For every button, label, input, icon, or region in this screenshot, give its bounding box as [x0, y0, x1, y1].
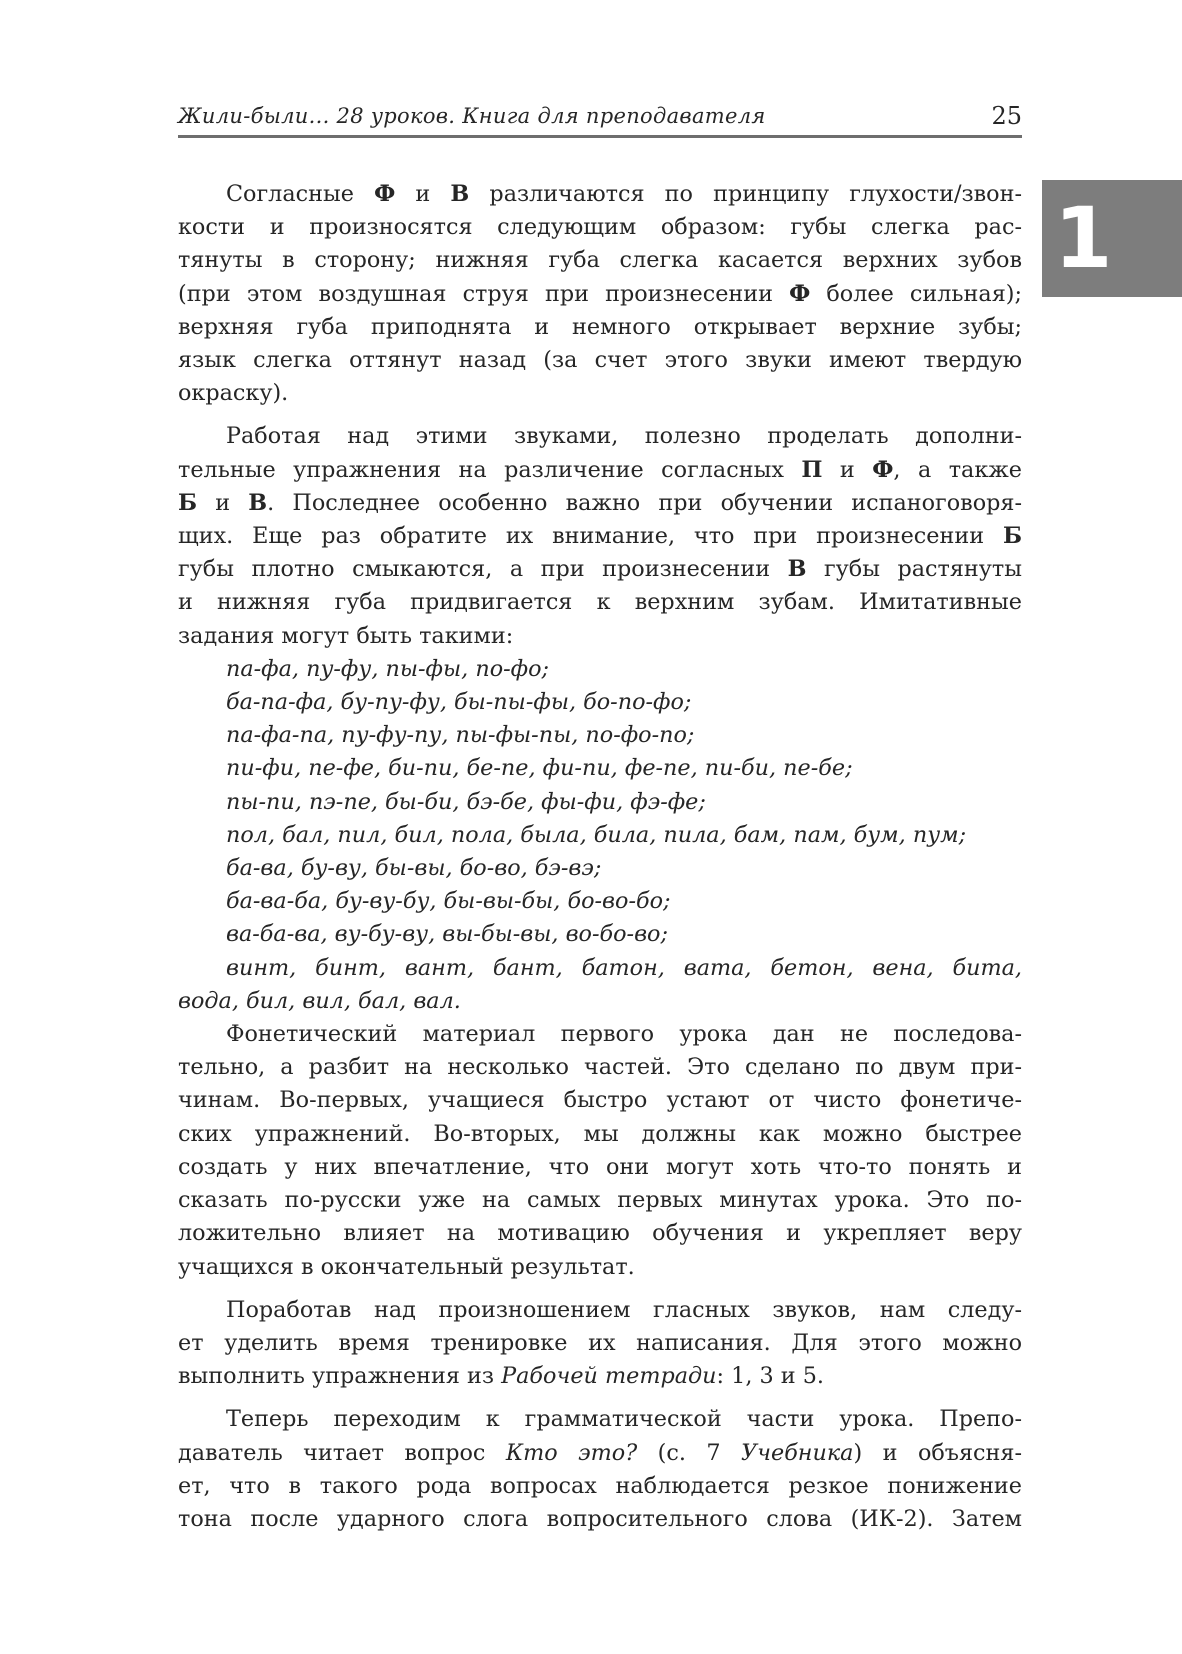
- text-line: [178, 1184, 1022, 1217]
- text-run: кости и произносятся следующим образом: губы слегка рас-: [178, 214, 1022, 241]
- text-line: [178, 1437, 1022, 1470]
- text-run: ских упражнений. Во-вторых, мы должны как можно быстрее: [178, 1120, 1022, 1147]
- bold-letter: Б: [178, 489, 198, 516]
- exercise-line: винт, бинт, вант, бант, батон, вата, бетон, вена, бита,: [226, 954, 1022, 981]
- text-line: [178, 311, 1022, 344]
- text-run: и: [822, 456, 873, 483]
- text-run: Согласные: [226, 181, 375, 207]
- text-run: (при этом воздушная струя при произнесении: [178, 280, 790, 307]
- bold-letter: Ф: [374, 181, 396, 207]
- text-line: [178, 244, 1022, 277]
- exercise-line: пол, бал, пил, бил, пола, была, била, пила, бам, пам, бум, пум;: [226, 821, 967, 848]
- text-run: выполнить упражнения из: [178, 1363, 502, 1390]
- header-rule: [178, 135, 1022, 138]
- italic-term: Кто это?: [505, 1439, 638, 1466]
- bold-letter: Ф: [789, 280, 811, 307]
- text-line: [178, 454, 1022, 487]
- text-run: сказать по-русски уже на самых первых минутах урока. Это по-: [178, 1187, 1022, 1214]
- text-run: учащихся в окончательный результат.: [178, 1253, 635, 1280]
- text-line: [178, 1251, 1022, 1284]
- bold-letter: В: [787, 556, 807, 583]
- exercise-line: па-фа-па, пу-фу-пу, пы-фы-пы, по-фо-по;: [226, 722, 695, 749]
- text-run: тянуты в сторону; нижняя губа слегка касается верхних зубов: [178, 247, 1022, 274]
- text-run: даватель читает вопрос: [178, 1439, 506, 1466]
- exercise-line: ба-па-фа, бу-пу-фу, бы-пы-фы, бо-по-фо;: [226, 689, 692, 716]
- page-number: 25: [991, 102, 1022, 130]
- text-run: , а также: [893, 456, 1022, 483]
- exercise-line: пы-пи, пэ-пе, бы-би, бэ-бе, фы-фи, фэ-фе;: [226, 788, 706, 815]
- chapter-tab: 1: [1042, 180, 1182, 297]
- text-line: [178, 1360, 1022, 1393]
- text-run: создать у них впечатление, что они могут хоть что-то понять и: [178, 1153, 1022, 1180]
- text-run: тельно, а разбит на несколько частей. Это сделано по двум при-: [178, 1054, 1022, 1081]
- text-run: (с. 7: [637, 1439, 742, 1466]
- text-line: [178, 278, 1022, 311]
- text-run: Поработав над произношением гласных звуков, нам следу-: [226, 1296, 1022, 1323]
- text-line: [178, 1294, 1022, 1327]
- text-run: Теперь переходим к грамматической части урока. Препо-: [226, 1406, 1022, 1433]
- text-run: Фонетический материал первого урока дан не последова-: [226, 1021, 1022, 1048]
- text-line: [178, 1217, 1022, 1250]
- text-run: различаются по принципу глухости/звон-: [469, 181, 1022, 207]
- text-run: и: [197, 489, 249, 516]
- text-line: [178, 1503, 1022, 1536]
- page-body: [178, 178, 1022, 1536]
- text-run: . Последнее особенно важно при обучении испаноговоря-: [267, 489, 1022, 516]
- text-line: [178, 377, 1022, 410]
- text-line: [178, 1151, 1022, 1184]
- text-run: задания могут быть такими:: [178, 622, 514, 649]
- text-line: [178, 344, 1022, 377]
- italic-term: Рабочей тетради: [501, 1363, 717, 1390]
- bold-letter: В: [248, 489, 268, 516]
- text-line: [178, 1051, 1022, 1084]
- exercise-line: ба-ва, бу-ву, бы-вы, бо-во, бэ-вэ;: [226, 855, 602, 882]
- exercise-line: вода, бил, вил, бал, вал.: [178, 987, 461, 1014]
- text-run: окраску).: [178, 380, 289, 407]
- text-line: [178, 553, 1022, 586]
- text-run: Работая над этими звуками, полезно проделать дополни-: [226, 423, 1022, 450]
- italic-term: Учебника: [741, 1439, 854, 1466]
- text-run: ложительно влияет на мотивацию обучения и укрепляет веру: [178, 1220, 1022, 1247]
- text-line: [178, 1018, 1022, 1051]
- text-run: ) и объясня-: [853, 1439, 1022, 1466]
- book-title: Жили-были... 28 уроков. Книга для преподавателя: [178, 104, 766, 128]
- text-line: [178, 1470, 1022, 1503]
- bold-letter: П: [801, 456, 823, 483]
- bold-letter: Б: [1002, 523, 1022, 550]
- text-run: язык слегка оттянут назад (за счет этого звуки имеют твердую: [178, 347, 1022, 374]
- text-run: тельные упражнения на различение согласных: [178, 456, 802, 483]
- text-line: [178, 520, 1022, 553]
- text-run: ет, что в такого рода вопросах наблюдается резкое понижение: [178, 1472, 1022, 1499]
- text-line: [178, 1327, 1022, 1360]
- text-run: и: [395, 181, 451, 207]
- text-run: и нижняя губа придвигается к верхним зубам. Имитативные: [178, 589, 1022, 616]
- text-line: [178, 178, 1022, 211]
- text-line: [178, 211, 1022, 244]
- exercise-line: ба-ва-ба, бу-ву-бу, бы-вы-бы, бо-во-бо;: [226, 888, 671, 915]
- running-header: [178, 104, 1022, 138]
- exercise-line: ва-ба-ва, ву-бу-ву, вы-бы-вы, во-бо-во;: [226, 921, 668, 948]
- text-run: щих. Еще раз обратите их внимание, что при произнесении: [178, 523, 1003, 550]
- text-line: [178, 420, 1022, 453]
- exercise-line: пи-фи, пе-фе, би-пи, бе-пе, фи-пи, фе-пе, пи-би, пе-бе;: [226, 755, 853, 782]
- text-run: чинам. Во-первых, учащиеся быстро устают от чисто фонетиче-: [178, 1087, 1022, 1114]
- text-run: ет уделить время тренировке их написания. Для этого можно: [178, 1329, 1022, 1356]
- text-line: [178, 1084, 1022, 1117]
- exercise-line: па-фа, пу-фу, пы-фы, по-фо;: [226, 655, 550, 682]
- text-run: : 1, 3 и 5.: [716, 1363, 824, 1390]
- text-line: [178, 487, 1022, 520]
- text-line: [178, 1403, 1022, 1436]
- text-run: губы плотно смыкаются, а при произнесении: [178, 556, 788, 583]
- text-line: [178, 586, 1022, 619]
- text-run: более сильная);: [810, 280, 1022, 307]
- bold-letter: В: [450, 181, 470, 207]
- text-run: тона после ударного слога вопросительного слова (ИК-2). Затем: [178, 1505, 1022, 1532]
- text-run: губы растянуты: [806, 556, 1022, 583]
- text-line: [178, 1118, 1022, 1151]
- bold-letter: Ф: [872, 456, 894, 483]
- text-line: [178, 620, 1022, 653]
- text-run: верхняя губа приподнята и немного открывает верхние зубы;: [178, 313, 1022, 340]
